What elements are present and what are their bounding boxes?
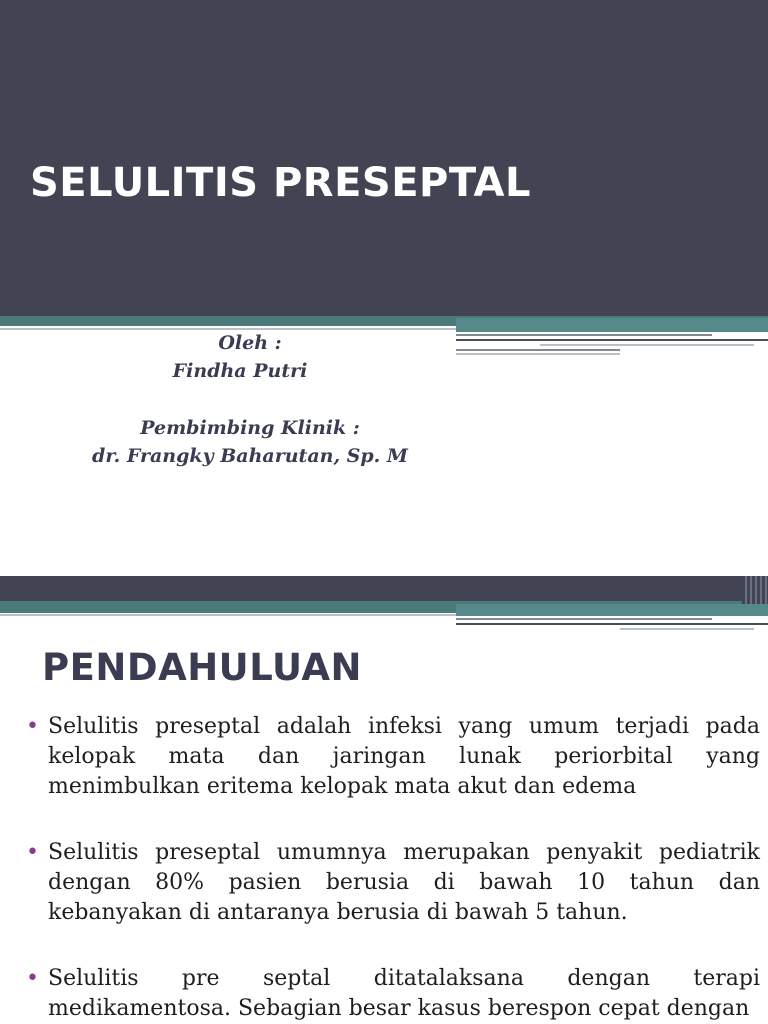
- author-label: Oleh :: [218, 332, 282, 354]
- list-item: [26, 964, 760, 1024]
- bullet-icon: •: [26, 714, 39, 739]
- thin-stripe: [0, 328, 456, 330]
- header-hatching: [742, 576, 768, 604]
- list-item: [26, 712, 760, 802]
- bullet-list: [26, 712, 760, 1024]
- thin-stripe: [620, 628, 754, 630]
- thin-stripe: [540, 344, 754, 346]
- content-slide: [0, 576, 768, 1024]
- section-title: PENDAHULUAN: [42, 646, 362, 689]
- presentation-title: SELULITIS PRESEPTAL: [30, 160, 531, 206]
- content-header-band: [0, 576, 768, 604]
- author-name: Findha Putri: [172, 360, 308, 382]
- thin-stripe: [0, 614, 456, 616]
- thin-stripe: [456, 618, 712, 620]
- list-item: [26, 838, 760, 928]
- supervisor-name: dr. Frangky Baharutan, Sp. M: [92, 445, 408, 467]
- bullet-icon: •: [26, 840, 39, 865]
- bullet-text: Selulitis pre septal ditatalaksana dengan terapi medikamentosa. Sebagian besar kasus berespon cepat dengan: [48, 966, 760, 1021]
- supervisor-label: Pembimbing Klinik :: [140, 417, 360, 439]
- bullet-text: Selulitis preseptal adalah infeksi yang umum terjadi pada kelopak mata dan jaringan lunak periorbital yang menimbulkan eritema kelopak mata akut dan edema: [48, 714, 760, 799]
- thin-stripe: [456, 339, 768, 341]
- bullet-icon: •: [26, 966, 39, 991]
- teal-stripe-right: [456, 318, 768, 332]
- bullet-text: Selulitis preseptal umumnya merupakan penyakit pediatrik dengan 80% pasien berusia di bawah 10 tahun dan kebanyakan di antaranya berusia di bawah 5 tahun.: [48, 840, 760, 925]
- teal-stripe-right: [456, 604, 768, 616]
- title-header-band: [0, 0, 768, 316]
- thin-stripe: [456, 623, 768, 625]
